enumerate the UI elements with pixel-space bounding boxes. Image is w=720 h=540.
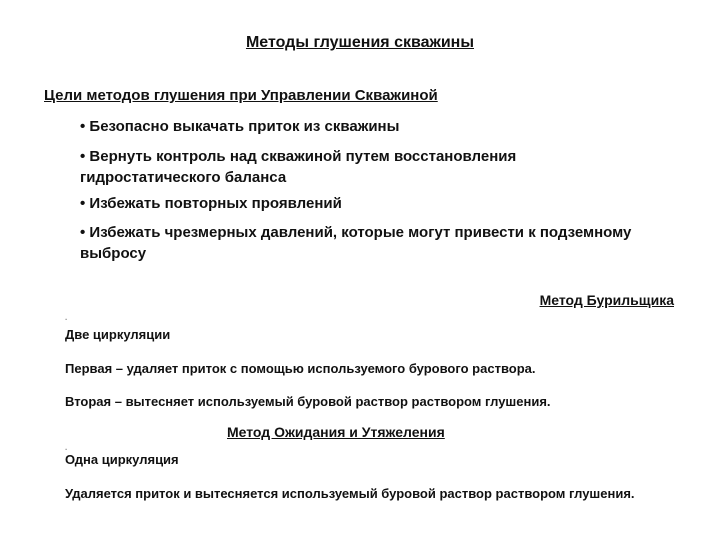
wait-weight-method-line: Одна циркуляция <box>65 452 179 467</box>
driller-method-line: Вторая – вытесняет используемый буровой раствор раствором глушения. <box>65 394 551 409</box>
driller-method-line: Первая – удаляет приток с помощью используемого бурового раствора. <box>65 361 536 376</box>
wait-weight-method-line: Удаляется приток и вытесняется используемый буровой раствор раствором глушения. <box>65 486 635 501</box>
wait-weight-method-marker: . <box>65 443 68 452</box>
page-title: Методы глушения скважины <box>245 34 475 51</box>
driller-method-heading: Метод Бурильщика <box>539 292 674 308</box>
wait-weight-method-heading: Метод Ожидания и Утяжеления <box>227 424 445 440</box>
goal-item: • Избежать чрезмерных давлений, которые могут привести к подземному выбросу <box>80 224 632 262</box>
goal-item: • Безопасно выкачать приток из скважины <box>80 118 400 135</box>
driller-method-marker: . <box>65 313 68 322</box>
goal-item: • Вернуть контроль над скважиной путем восстановления гидростатического баланса <box>80 148 517 186</box>
driller-method-line: Две циркуляции <box>65 327 171 342</box>
section-heading-goals: Цели методов глушения при Управлении Скважиной <box>44 87 438 104</box>
goal-item: • Избежать повторных проявлений <box>80 195 342 212</box>
